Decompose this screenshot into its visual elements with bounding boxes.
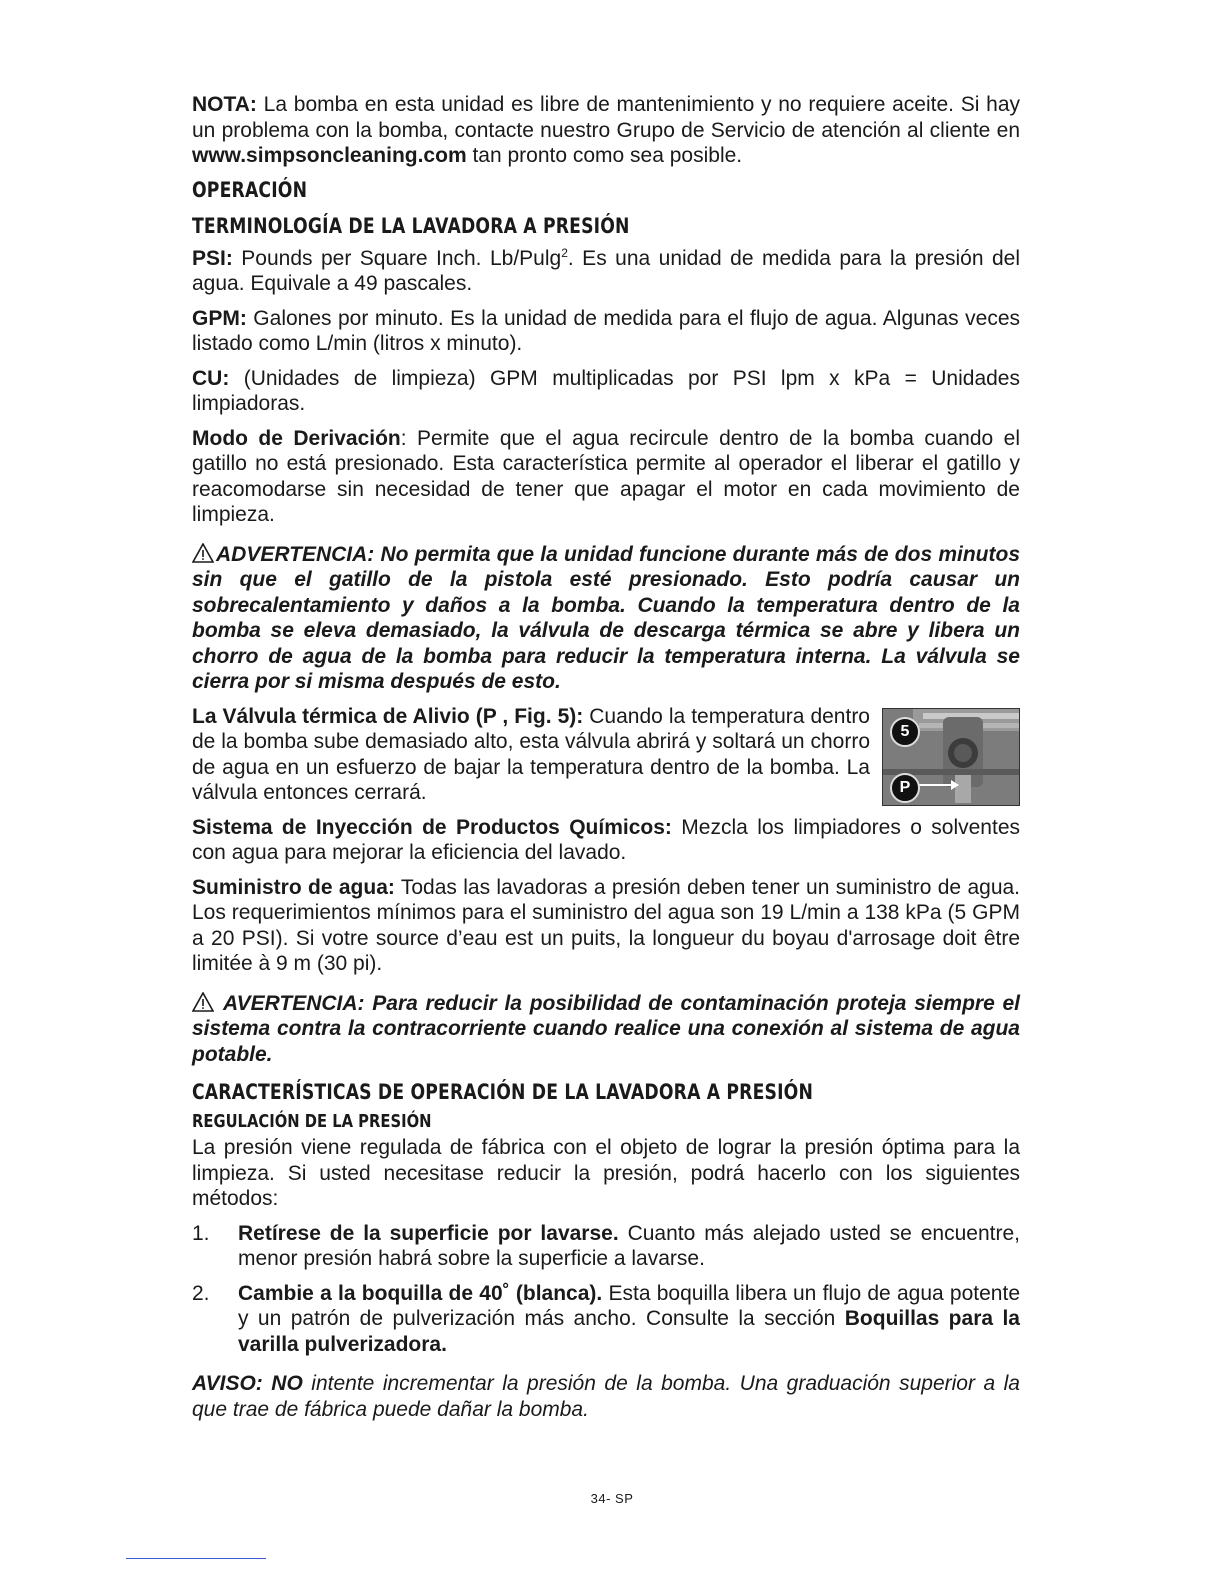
figure-number-badge: 5 — [890, 717, 920, 747]
heading-terminologia: TERMINOLOGÍA DE LA LAVADORA A PRESIÓN — [192, 213, 630, 238]
list-item: 1. Retírese de la superficie por lavarse. Cuanto más alejado usted se encuentre, menor presión habrá sobre la superficie a lavarse. — [192, 1221, 1020, 1270]
warning-triangle-icon — [192, 543, 214, 563]
term-psi: PSI: Pounds per Square Inch. Lb/Pulg$^2$. Es una unidad de medida para la presión del agua. Equivale a 49 pascales. — [192, 245, 1020, 295]
warning-contamination: AVERTENCIA: Para reducir la posibilidad de contaminación proteja siempre el sistema contra la contracorriente cuando realice una conexión al sistema de agua potable. — [192, 991, 1020, 1066]
warning-triangle-icon — [192, 992, 214, 1012]
document-page — [192, 92, 1020, 1422]
term-gpm: GPM: Galones por minuto. Es la unidad de medida para el flujo de agua. Algunas veces listado como L/min (litros x minuto). — [192, 306, 1020, 355]
website-link[interactable]: www.simpsoncleaning.com — [192, 144, 467, 167]
term-bypass: Modo de Derivación: Permite que el agua recircule dentro de la bomba cuando el gatillo no está presionado. Esta característica permite al operador el liberar el gatillo y reacomodarse sin necesidad de tener que apagar el motor en cada movimiento de limpieza. — [192, 426, 1020, 526]
nota-paragraph: NOTA: La bomba en esta unidad es libre de mantenimiento y no requiere aceite. Si hay un problema con la bomba, contacte nuestro Grupo de Servicio de atención al cliente en www.simpsoncleaning.com tan pronto como sea posible. — [192, 93, 1020, 167]
figure-callout-p: P — [890, 773, 920, 803]
pressure-methods-list — [192, 1221, 1020, 1358]
warning-overheat: ADVERTENCIA: No permita que la unidad funcione durante más de dos minutos sin que el gatillo de la pistola esté presionado. Esto podría causar un sobrecalentamiento y daños a la bomba. Cuando la temperatura dentro de la bomba se eleva demasiado, la válvula de descarga térmica se abre y libera un chorro de agua de la bomba para reducir la temperatura interna. La válvula se cierra por si misma después de esto. — [192, 542, 1020, 693]
list-item: 2. Cambie a la boquilla de 40˚ (blanca). Esta boquilla libera un flujo de agua potente y un patrón de pulverización más ancho. Consulte la sección Boquillas para la varilla pulverizadora. — [192, 1281, 1020, 1356]
figure-5-image — [882, 708, 1020, 806]
heading-operacion: OPERACIÓN — [192, 177, 308, 202]
aviso-paragraph: AVISO: NO intente incrementar la presión de la bomba. Una graduación superior a la que trae de fábrica puede dañar la bomba. — [192, 1372, 1020, 1421]
heading-regulacion: REGULACIÓN DE LA PRESIÓN — [192, 1111, 432, 1132]
water-supply-paragraph: Suministro de agua: Todas las lavadoras a presión deben tener un suministro de agua. Los requerimientos mínimos para el suministro del agua son 19 L/min a 138 kPa (5 GPM a 20 PSI). Si votre source d’eau est un puits, la longueur du boyau d'arrosage doit être limitée à 9 m (30 pi). — [192, 875, 1021, 975]
valve-section — [192, 704, 1020, 866]
nota-label: NOTA: — [192, 93, 257, 116]
regulacion-paragraph: La presión viene regulada de fábrica con el objeto de lograr la presión óptima para la limpieza. Si usted necesitase reducir la presión, podrá hacerlo con los siguientes métodos: — [192, 1136, 1020, 1210]
valve-paragraph: La Válvula térmica de Alivio (P , Fig. 5): Cuando la temperatura dentro de la bomba sube demasiado alto, esta válvula abrirá y soltará un chorro de agua en un esfuerzo de bajar la temperatura dentro de la bomba. La válvula entonces cerrará. — [192, 704, 870, 804]
heading-caracteristicas: CARACTERÍSTICAS DE OPERACIÓN DE LA LAVADORA A PRESIÓN — [192, 1080, 814, 1104]
page-number: 34- SP — [590, 1491, 634, 1506]
footer-line — [126, 1558, 266, 1559]
term-cu: CU: (Unidades de limpieza) GPM multiplicadas por PSI lpm x kPa = Unidades limpiadoras. — [192, 366, 1020, 415]
chem-paragraph: Sistema de Inyección de Productos Químicos: Mezcla los limpiadores o solventes con agua para mejorar la eficiencia del lavado. — [192, 815, 1020, 864]
